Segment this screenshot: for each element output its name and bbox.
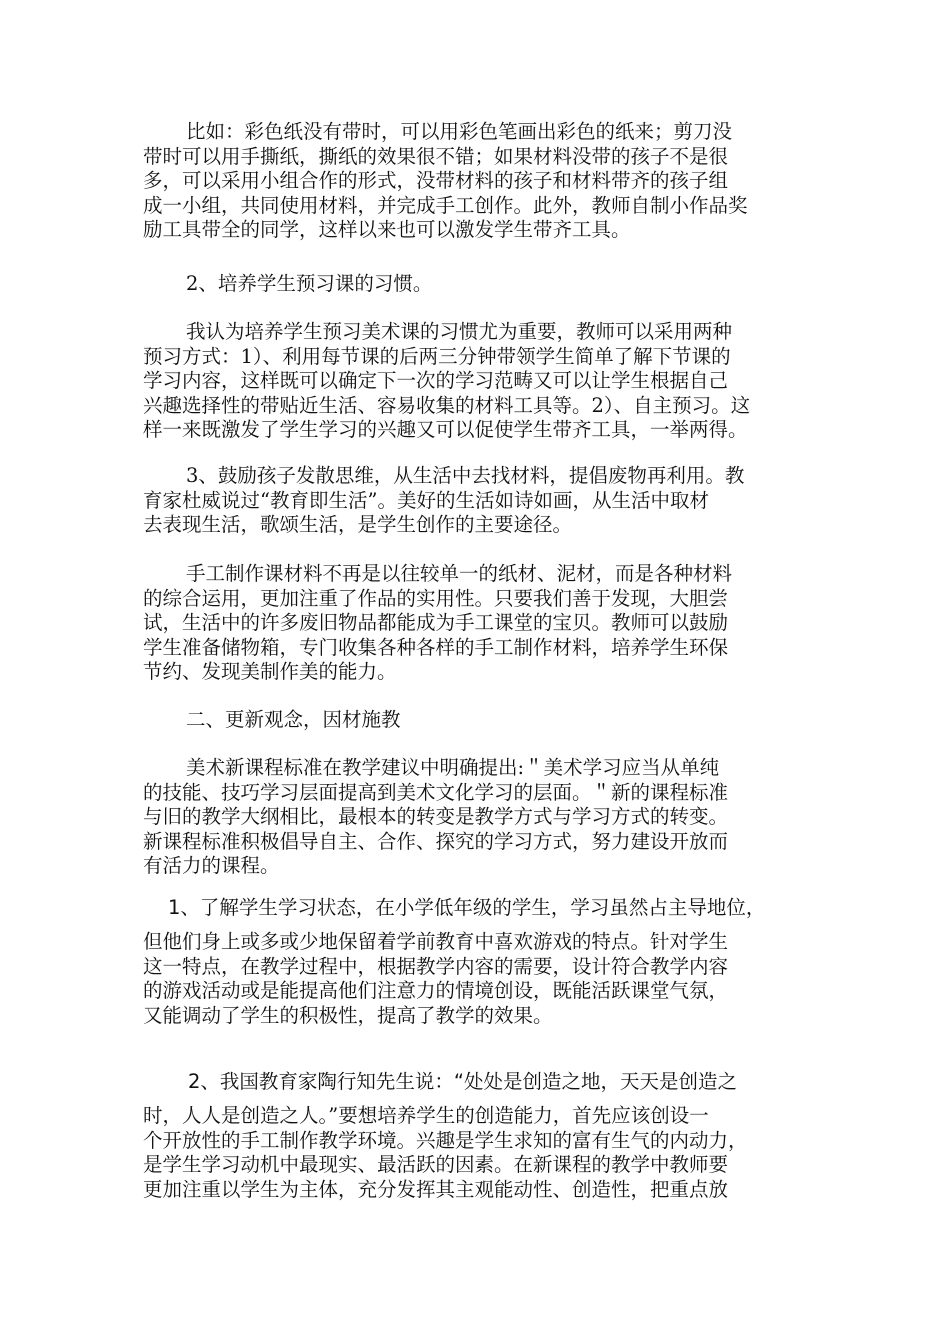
paragraph-learning-state bbox=[143, 930, 833, 1028]
text-line: 3、鼓励孩子发散思维，从生活中去找材料，提倡废物再利用。教 bbox=[186, 464, 745, 487]
text-line: 时，人人是创造之人。”要想培养学生的创造能力，首先应该创设一 bbox=[143, 1104, 709, 1127]
text-line: 育家杜威说过“教育即生活”。美好的生活如诗如画，从生活中取材 bbox=[143, 488, 709, 512]
text-line: 是学生学习动机中最现实、最活跃的因素。在新课程的教学中教师要 bbox=[143, 1153, 729, 1177]
text-line: 二、更新观念，因材施教 bbox=[186, 708, 401, 731]
text-line: 的技能、技巧学习层面提高到美术文化学习的层面。＂新的课程标准 bbox=[143, 780, 729, 804]
text-line: 但他们身上或多或少地保留着学前教育中喜欢游戏的特点。针对学生 bbox=[143, 930, 729, 953]
text-line: 试，生活中的许多废旧物品都能成为手工课堂的宝贝。教师可以鼓励 bbox=[143, 611, 729, 635]
text-line: 带时可以用手撕纸，撕纸的效果很不错；如果材料没带的孩子不是很 bbox=[143, 144, 729, 168]
text-line: 2、我国教育家陶行知先生说：“处处是创造之地，天天是创造之 bbox=[188, 1070, 738, 1093]
text-line: 励工具带全的同学，这样以来也可以激发学生带齐工具。 bbox=[143, 218, 631, 242]
text-line: 比如：彩色纸没有带时，可以用彩色笔画出彩色的纸来；剪刀没 bbox=[186, 120, 733, 143]
text-line: 美术新课程标准在教学建议中明确提出:＂美术学习应当从单纯 bbox=[186, 756, 720, 779]
text-line: 1、了解学生学习状态，在小学低年级的学生，学习虽然占主导地位， bbox=[168, 896, 766, 919]
paragraph-learning-state-lead bbox=[168, 896, 848, 921]
text-line: 这一特点，在教学过程中，根据教学内容的需要，设计符合教学内容 bbox=[143, 954, 729, 978]
paragraph-divergent-thinking bbox=[143, 464, 833, 538]
paragraph-materials-tips bbox=[143, 120, 833, 243]
text-line: 学生准备储物箱，专门收集各种各样的手工制作材料，培养学生环保 bbox=[143, 635, 729, 659]
text-line: 又能调动了学生的积极性，提高了教学的效果。 bbox=[143, 1003, 553, 1027]
text-line: 样一来既激发了学生学习的兴趣又可以促使学生带齐工具，一举两得。 bbox=[143, 418, 748, 442]
text-line: 个开放性的手工制作教学环境。兴趣是学生求知的富有生气的内动力， bbox=[143, 1128, 748, 1152]
paragraph-creative-environment bbox=[143, 1104, 833, 1202]
text-line: 与旧的教学大纲相比，最根本的转变是教学方式与学习方式的转变。 bbox=[143, 805, 729, 829]
paragraph-preview-methods bbox=[143, 320, 833, 443]
text-line: 我认为培养学生预习美术课的习惯尤为重要，教师可以采用两种 bbox=[186, 320, 733, 343]
text-line: 更加注重以学生为主体，充分发挥其主观能动性、创造性，把重点放 bbox=[143, 1177, 729, 1201]
text-line: 多，可以采用小组合作的形式，没带材料的孩子和材料带齐的孩子组 bbox=[143, 169, 729, 193]
text-line: 兴趣选择性的带贴近生活、容易收集的材料工具等。2）、自主预习。这 bbox=[143, 393, 751, 417]
text-line: 2、培养学生预习课的习惯。 bbox=[186, 272, 433, 295]
text-line: 去表现生活，歌颂生活，是学生创作的主要途径。 bbox=[143, 513, 573, 537]
paragraph-handcraft-materials bbox=[143, 562, 833, 685]
text-line: 节约、发现美制作美的能力。 bbox=[143, 660, 397, 684]
section-heading-update-concepts bbox=[143, 708, 833, 733]
text-line: 成一小组，共同使用材料，并完成手工创作。此外，教师自制小作品奖 bbox=[143, 193, 748, 217]
paragraph-curriculum-standard bbox=[143, 756, 833, 879]
text-line: 的综合运用，更加注重了作品的实用性。只要我们善于发现，大胆尝 bbox=[143, 586, 729, 610]
paragraph-tao-xingzhi-lead bbox=[188, 1070, 848, 1095]
text-line: 新课程标准积极倡导自主、合作、探究的学习方式，努力建设开放而 bbox=[143, 829, 729, 853]
section-heading-preview-habit bbox=[143, 272, 833, 297]
text-line: 有活力的课程。 bbox=[143, 854, 280, 878]
text-line: 的游戏活动或是能提高他们注意力的情境创设，既能活跃课堂气氛， bbox=[143, 979, 729, 1003]
text-line: 学习内容，这样既可以确定下一次的学习范畴又可以让学生根据自己 bbox=[143, 369, 729, 393]
text-line: 预习方式：1）、利用每节课的后两三分钟带领学生简单了解下节课的 bbox=[143, 344, 731, 368]
text-line: 手工制作课材料不再是以往较单一的纸材、泥材，而是各种材料 bbox=[186, 562, 733, 585]
